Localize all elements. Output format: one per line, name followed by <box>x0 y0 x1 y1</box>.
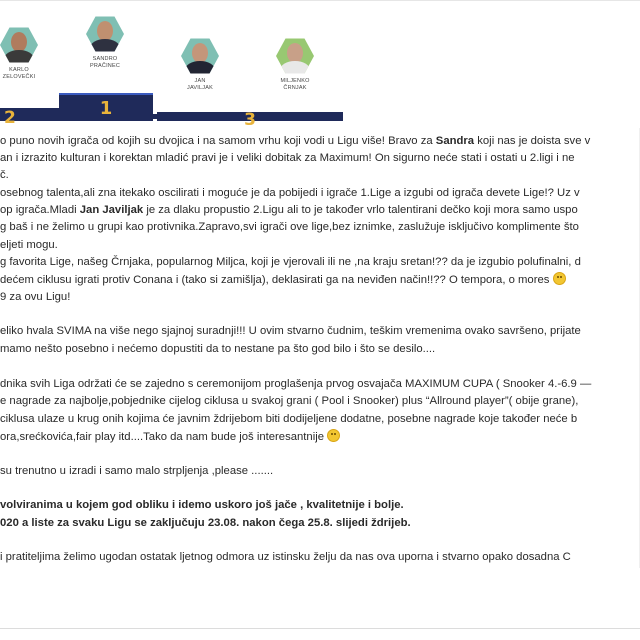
text-line: mamo nešto posebno i nećemo dopustiti da to nestane pa što god bilo i što se desilo.... <box>0 343 436 355</box>
podium-player-fourth <box>268 37 322 92</box>
podium-player-second <box>0 26 46 81</box>
bold-name: Sandra <box>435 135 475 147</box>
smiley-emoji-icon <box>327 429 340 442</box>
text-line: g favorita Lige, našeg Črnjaka, popularnog Miljca, koji je vjerovali ili ne ,na kraju sretan!?? da je izgubio polufinalni, d <box>0 256 581 268</box>
player-name: SANDRO PRAČINEC <box>89 56 121 69</box>
text-line: dećem ciklusu igrati protiv Conana i (tako si zamišlja), deklasirati ga na neviđen način!!?? O tempora, o mores <box>0 272 566 288</box>
text-line: ciklusa ulaze u krug onih kojima će javnim ždrijebom biti dodijeljene dodatne, posebne nagrade koje također neće b <box>0 413 578 425</box>
text-line: eljeti mogu. <box>0 239 58 251</box>
text-line: č. <box>0 169 9 181</box>
text-line: osebnog talenta,ali zna itekako oscilirati i moguće je da pobijedi i igrače 1.Lige a izgubi od igrača devete Lige!? Uz v <box>0 187 580 199</box>
bold-name: Jan Javiljak <box>79 204 144 216</box>
player-avatar <box>276 37 314 75</box>
text-line: 9 za ovu Ligu! <box>0 291 71 303</box>
text-line: op igrača.Mladi Jan Javiljak je za dlaku propustio 2.Ligu ali to je također vrlo talentirani dečko koji mora samo uspo <box>0 204 578 216</box>
text-line: dnika svih Liga održati će se zajedno s ceremonijom proglašenja prvog osvajača MAXIMUM CUPA ( Snooker 4.-6.9 — <box>0 378 592 390</box>
player-name: JAN JAVILJAK <box>187 78 213 91</box>
podium-block-third: 3 <box>157 110 343 121</box>
text-line: ora,srećkovića,fair play itd....Tako da nam bude još interesantnije <box>0 429 340 445</box>
text-line: eliko hvala SVIMA na više nego sjajnoj suradnji!!! U ovim stvarno čudnim, teškim vremenima ovako savršeno, prijate <box>0 325 581 337</box>
article-body <box>0 128 640 568</box>
text-line-bold: 020 a liste za svaku Ligu se zaključuju 23.08. nakon čega 25.8. slijedi ždrijeb. <box>0 517 411 529</box>
bottom-border <box>0 628 640 629</box>
text-line: su trenutno u izradi i samo malo strpljenja ,please ....... <box>0 465 274 477</box>
text-line: o puno novih igrača od kojih su dvojica i na samom vrhu koji vodi u Ligu više! Bravo za Sandra koji nas je doista sve v <box>0 135 591 147</box>
text-line-bold: volviranima u kojem god obliku i idemo uskoro još jače , kvalitetnije i bolje. <box>0 499 404 511</box>
text-line: i pratiteljima želimo ugodan ostatak ljetnog odmora uz istinsku želju da nas ova uporna i stvarno opako dosadna C <box>0 551 571 563</box>
smiley-emoji-icon <box>553 272 566 285</box>
podium-block-first: 1 <box>59 93 153 121</box>
player-avatar <box>86 15 124 53</box>
text-line: an i izrazito kulturan i korektan mladić pravi je i veliki dobitak za Maximum! On sigurno neće stati i ostati u 2.ligi i ne <box>0 152 575 164</box>
text-line: g baš i ne želimo u grupi kao protivnika.Zapravo,svi igrači ove lige,bez iznimke, zaslužuje isključivo komplimente što <box>0 221 579 233</box>
top-border <box>0 0 640 1</box>
player-name: KARLO ZELOVEČKI <box>2 67 36 80</box>
player-avatar <box>181 37 219 75</box>
podium-player-first <box>78 15 132 70</box>
podium-graphic <box>0 15 343 130</box>
text-line: e nagrade za najbolje,pobjednike cijelog ciklusa u svakoj grani ( Pool i Snooker) plus “Allround player”( obije grane), <box>0 395 579 407</box>
podium-block-second: 2 <box>0 106 59 121</box>
podium-player-third <box>173 37 227 92</box>
player-avatar <box>0 26 38 64</box>
player-name: MILJENKO ČRNJAK <box>280 78 310 91</box>
